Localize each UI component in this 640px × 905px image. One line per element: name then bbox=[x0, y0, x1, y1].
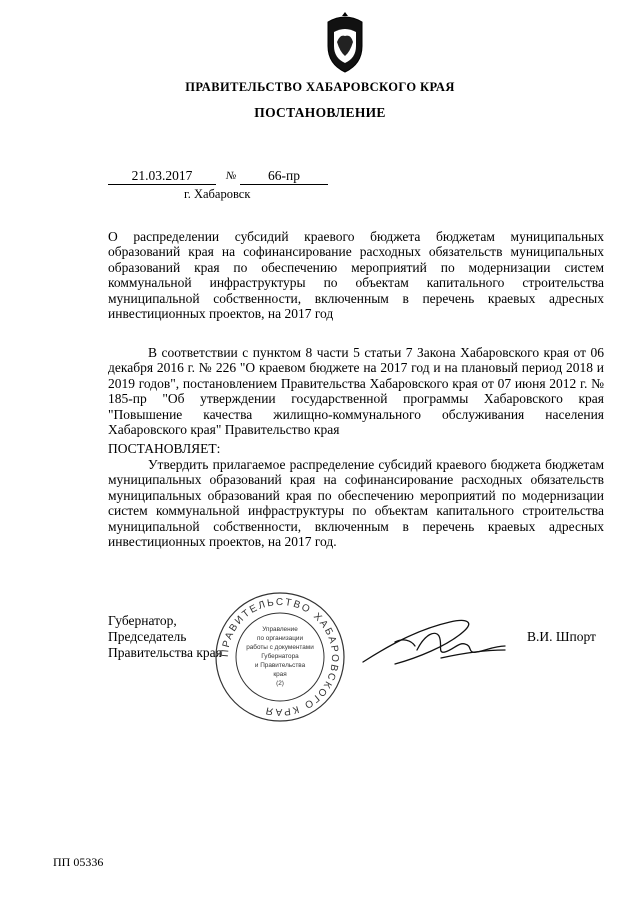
decision-paragraph: Утвердить прилагаемое распределение субсидий краевого бюджета бюджетам муниципальных образований края на софинансирование расходных обязательств муниципальных образований края по обеспечению мероприятий по модернизации систем коммунальной инфраструктуры по объектам капитального строительства муниципальной собственности, включенным в перечень краевых адресных инвестиционных проектов, на 2017 год. bbox=[108, 457, 604, 550]
stamp-line: по организации bbox=[256, 635, 304, 642]
stamp-line: края bbox=[273, 671, 287, 678]
official-stamp bbox=[212, 589, 348, 725]
document-subject: О распределении субсидий краевого бюджета бюджетам муниципальных образований края на софинансирование расходных обязательств муниципальных образований края по обеспечению мероприятий по модернизации систем коммунальной инфраструктуры по объектам капитального строительства муниципальной собственности, включенным в перечень краевых адресных инвестиционных проектов, на 2017 год bbox=[108, 229, 604, 322]
stamp-line: (2) bbox=[276, 680, 284, 687]
document-number: 66-пр bbox=[240, 168, 328, 185]
signer-name: В.И. Шпорт bbox=[527, 629, 596, 644]
coat-of-arms-emblem-icon bbox=[320, 12, 370, 74]
stamp-ring-text: ПРАВИТЕЛЬСТВО ХАБАРОВСКОГО КРАЯ bbox=[219, 596, 341, 718]
handwritten-signature-icon bbox=[355, 612, 525, 674]
stamp-line: Губернатора bbox=[261, 653, 299, 660]
preamble-paragraph: В соответствии с пунктом 8 части 5 статьи 7 Закона Хабаровского края от 06 декабря 2016 г. № 226 "О краевом бюджете на 2017 год и на плановый период 2018 и 2019 годов", постановлением Правительства Хабаровского края от 07 июня 2012 г. № 185-пр "Об утверждении государственной программы Хабаровского края "Повышение качества жилищно-коммунального обслуживания населения Хабаровского края" Правительство края bbox=[108, 345, 604, 438]
signer-title-line1: Губернатор, Председатель bbox=[108, 613, 187, 644]
stamp-line: Управление bbox=[262, 626, 298, 633]
stamp-line: работы с документами bbox=[246, 644, 314, 651]
resolve-word: ПОСТАНОВЛЯЕТ: bbox=[108, 441, 221, 456]
document-city: г. Хабаровск bbox=[184, 187, 251, 201]
document-code: ПП 05336 bbox=[53, 855, 104, 869]
stamp-line: и Правительства bbox=[254, 662, 306, 669]
government-title: ПРАВИТЕЛЬСТВО ХАБАРОВСКОГО КРАЯ bbox=[185, 80, 455, 94]
number-sign: № bbox=[226, 170, 237, 182]
document-type-title: ПОСТАНОВЛЕНИЕ bbox=[254, 105, 386, 120]
signer-title-line2: Правительства края bbox=[108, 645, 222, 660]
document-date: 21.03.2017 bbox=[108, 168, 216, 185]
